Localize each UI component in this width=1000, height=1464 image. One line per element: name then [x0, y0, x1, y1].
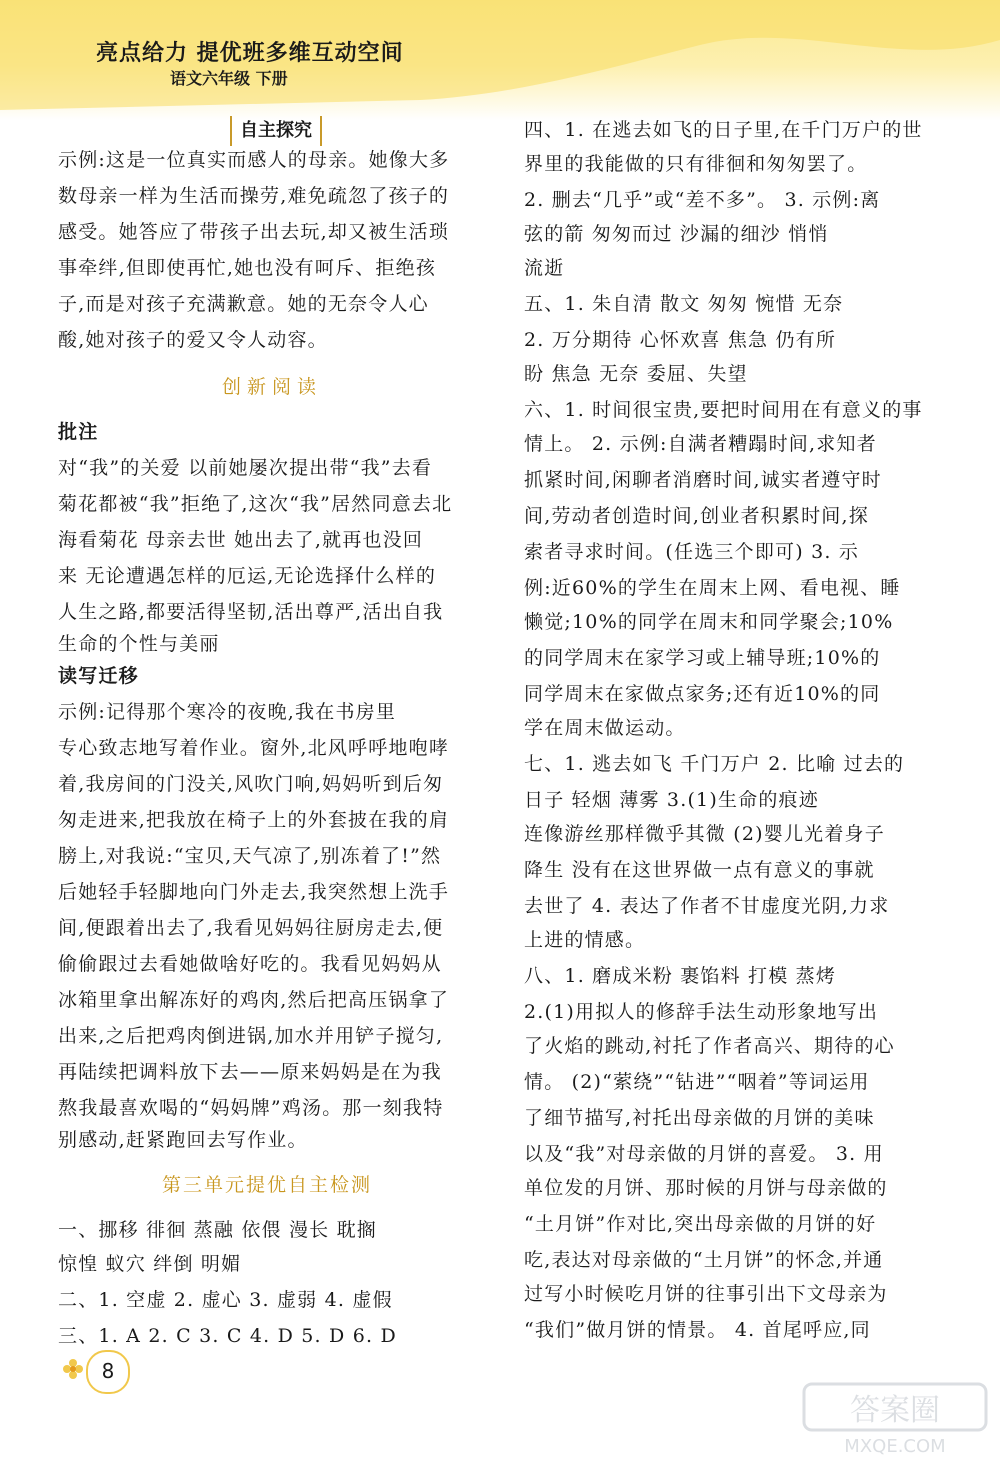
answer-line: 间,劳动者创造时间,创业者积累时间,探: [524, 505, 869, 527]
text-line: 间,便跟着出去了,我看见妈妈往厨房走去,便: [58, 917, 444, 939]
answer-line: 四、1. 在逃去如飞的日子里,在千门万户的世: [524, 119, 923, 141]
section-title-zizhutanjiu: 自主探究: [230, 116, 322, 146]
answer-line: 2.(1)用拟人的修辞手法生动形象地写出: [524, 1001, 879, 1023]
answer-line: 七、1. 逃去如飞 千门万户 2. 比喻 过去的: [524, 753, 905, 775]
answer-line: 学在周末做运动。: [524, 717, 686, 739]
svg-text:MXQE.COM: MXQE.COM: [844, 1436, 946, 1457]
section-heading-unit3-test: 第三单元提优自主检测: [162, 1174, 373, 1196]
answer-line: 去世了 4. 表达了作者不甘虚度光阴,力求: [524, 895, 890, 917]
answer-line: 降生 没有在这世界做一点有意义的事就: [524, 859, 875, 881]
text-line: 示例:这是一位真实而感人的母亲。她像大多: [58, 149, 450, 171]
text-line: 示例:记得那个寒冷的夜晚,我在书房里: [58, 701, 397, 723]
answer-line: 一、挪移 徘徊 蒸融 依偎 漫长 耽搁: [58, 1219, 377, 1241]
answer-line: 同学周末在家做点家务;还有近10%的同: [524, 683, 881, 705]
sub-heading-duxie: 读写迁移: [58, 665, 139, 687]
answer-line: “我们”做月饼的情景。 4. 首尾呼应,同: [524, 1319, 871, 1341]
text-line: 着,我房间的门没关,风吹门响,妈妈听到后匆: [58, 773, 444, 795]
answer-line: 八、1. 磨成米粉 裹馅料 打模 蒸烤: [524, 965, 837, 987]
text-line: 菊花都被“我”拒绝了,这次“我”居然同意去北: [58, 493, 453, 515]
text-line: 感受。她答应了带孩子出去玩,却又被生活琐: [58, 221, 450, 243]
answer-line: “土月饼”作对比,突出母亲做的月饼的好: [524, 1213, 877, 1235]
answer-line: 2. 万分期待 心怀欢喜 焦急 仍有所: [524, 329, 837, 351]
text-line: 出来,之后把鸡肉倒进锅,加水并用铲子搅匀,: [58, 1025, 444, 1047]
answer-line: 单位发的月饼、那时候的月饼与母亲做的: [524, 1177, 888, 1199]
answer-line: 吃,表达对母亲做的“土月饼”的怀念,并通: [524, 1249, 884, 1271]
answer-line: 流逝: [524, 257, 565, 279]
text-line: 膀上,对我说:“宝贝,天气凉了,别冻着了!”然: [58, 845, 442, 867]
answer-line: 过写小时候吃月饼的往事引出下文母亲为: [524, 1283, 888, 1305]
answer-line: 盼 焦急 无奈 委屈、失望: [524, 363, 748, 385]
answer-line: 弦的箭 匆匆而过 沙漏的细沙 悄悄: [524, 223, 829, 245]
book-subtitle: 语文六年级 下册: [170, 69, 288, 88]
text-line: 匆走进来,把我放在椅子上的外套披在我的肩: [58, 809, 450, 831]
answer-line: 惊惶 蚁穴 绊倒 明媚: [58, 1253, 242, 1275]
answer-line: 六、1. 时间很宝贵,要把时间用在有意义的事: [524, 399, 923, 421]
watermark-logo: [800, 1380, 990, 1460]
answer-line: 情。 (2)“萦绕”“钻进”“咽着”等词运用: [524, 1071, 870, 1093]
answer-line: 二、1. 空虚 2. 虚心 3. 虚弱 4. 虚假: [58, 1289, 393, 1311]
page-number: 8: [86, 1350, 130, 1394]
text-line: 专心致志地写着作业。窗外,北风呼呼地咆哮: [58, 737, 450, 759]
answer-line: 懒觉;10%的同学在周末和同学聚会;10%: [524, 611, 894, 633]
answer-line: 以及“我”对母亲做的月饼的喜爱。 3. 用: [524, 1143, 884, 1165]
text-line: 后她轻手轻脚地向门外走去,我突然想上洗手: [58, 881, 450, 903]
answer-line: 2. 删去“几乎”或“差不多”。 3. 示例:离: [524, 189, 881, 211]
sub-heading-pizhu: 批注: [58, 421, 99, 443]
text-line: 再陆续把调料放下去——原来妈妈是在为我: [58, 1061, 442, 1083]
text-line: 偷偷跟过去看她做啥好吃的。我看见妈妈从: [58, 953, 442, 975]
flower-icon: [62, 1358, 84, 1380]
text-line: 来 无论遭遇怎样的厄运,无论选择什么样的: [58, 565, 437, 587]
text-line: 生命的个性与美丽: [58, 633, 220, 655]
book-title: 亮点给力 提优班多维互动空间: [96, 41, 404, 66]
text-line: 冰箱里拿出解冻好的鸡肉,然后把高压锅拿了: [58, 989, 450, 1011]
answer-line: 的同学周末在家学习或上辅导班;10%的: [524, 647, 881, 669]
answer-line: 例:近60%的学生在周末上网、看电视、睡: [524, 577, 901, 599]
answer-line: 连像游丝那样微乎其微 (2)婴儿光着身子: [524, 823, 885, 845]
answer-line: 五、1. 朱自清 散文 匆匆 惋惜 无奈: [524, 293, 844, 315]
svg-text:答案圈: 答案圈: [850, 1393, 940, 1428]
text-line: 事牵绊,但即使再忙,她也没有呵斥、拒绝孩: [58, 257, 437, 279]
text-line: 对“我”的关爱 以前她屡次提出带“我”去看: [58, 457, 433, 479]
text-line: 数母亲一样为生活而操劳,难免疏忽了孩子的: [58, 185, 450, 207]
section-heading-chuangxin: 创新阅读: [222, 376, 323, 398]
answer-line: 日子 轻烟 薄雾 3.(1)生命的痕迹: [524, 789, 819, 811]
answer-line: 情上。 2. 示例:自满者糟蹋时间,求知者: [524, 433, 877, 455]
text-line: 酸,她对孩子的爱又令人动容。: [58, 329, 328, 351]
text-line: 熬我最喜欢喝的“妈妈牌”鸡汤。那一刻我特: [58, 1097, 444, 1119]
answer-line: 抓紧时间,闲聊者消磨时间,诚实者遵守时: [524, 469, 882, 491]
text-line: 别感动,赶紧跑回去写作业。: [58, 1129, 308, 1151]
answer-line: 了细节描写,衬托出母亲做的月饼的美味: [524, 1107, 875, 1129]
page-number-area: [62, 1350, 142, 1390]
text-line: 子,而是对孩子充满歉意。她的无奈令人心: [58, 293, 429, 315]
answer-line: 了火焰的跳动,衬托了作者高兴、期待的心: [524, 1035, 895, 1057]
answer-line: 上进的情感。: [524, 929, 646, 951]
answer-line: 三、1. A 2. C 3. C 4. D 5. D 6. D: [58, 1325, 397, 1347]
answer-line: 索者寻求时间。(任选三个即可) 3. 示: [524, 541, 860, 563]
text-line: 人生之路,都要活得坚韧,活出尊严,活出自我: [58, 601, 444, 623]
text-line: 海看菊花 母亲去世 她出去了,就再也没回: [58, 529, 424, 551]
answer-line: 界里的我能做的只有徘徊和匆匆罢了。: [524, 153, 868, 175]
